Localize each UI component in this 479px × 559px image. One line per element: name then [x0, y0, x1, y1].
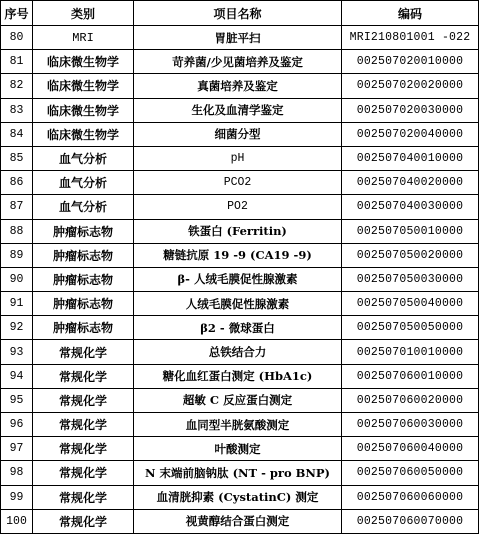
table-row: [1, 364, 479, 388]
row-item-name: 细菌分型: [134, 122, 342, 146]
row-code: 002507060030000: [342, 413, 479, 437]
row-number: 89: [1, 243, 33, 267]
row-category: 常规化学: [33, 485, 134, 509]
row-number: 88: [1, 219, 33, 243]
row-number: 100: [1, 509, 33, 533]
row-code: 002507050010000: [342, 219, 479, 243]
table-row: [1, 437, 479, 461]
row-number: 81: [1, 50, 33, 74]
row-item-name: N 末端前脑钠肽 (NT - pro BNP): [134, 461, 342, 485]
row-number: 94: [1, 364, 33, 388]
row-category: 常规化学: [33, 388, 134, 412]
row-item-name: 超敏 C 反应蛋白测定: [134, 388, 342, 412]
row-code: 002507050020000: [342, 243, 479, 267]
row-number: 80: [1, 26, 33, 50]
row-category: 肿瘤标志物: [33, 243, 134, 267]
table-row: [1, 267, 479, 291]
row-number: 85: [1, 146, 33, 170]
row-number: 83: [1, 98, 33, 122]
row-category: 血气分析: [33, 146, 134, 170]
row-item-name: 生化及血清学鉴定: [134, 98, 342, 122]
row-number: 87: [1, 195, 33, 219]
row-category: 临床微生物学: [33, 98, 134, 122]
table-row: [1, 316, 479, 340]
row-item-name: β2 - 微球蛋白: [134, 316, 342, 340]
row-code: 002507060050000: [342, 461, 479, 485]
header-no: 序号: [1, 1, 33, 26]
row-number: 90: [1, 267, 33, 291]
table-row: [1, 146, 479, 170]
table-row: [1, 195, 479, 219]
row-item-name: 视黄醇结合蛋白测定: [134, 509, 342, 533]
row-item-name: β- 人绒毛膜促性腺激素: [134, 267, 342, 291]
header-item-name: 项目名称: [134, 1, 342, 26]
table-row: [1, 122, 479, 146]
row-category: MRI: [33, 26, 134, 50]
row-code: 002507060070000: [342, 509, 479, 533]
row-number: 92: [1, 316, 33, 340]
row-code: 002507060020000: [342, 388, 479, 412]
row-code: 002507040010000: [342, 146, 479, 170]
row-number: 84: [1, 122, 33, 146]
row-number: 99: [1, 485, 33, 509]
row-number: 98: [1, 461, 33, 485]
row-item-name: 人绒毛膜促性腺激素: [134, 292, 342, 316]
table-row: [1, 219, 479, 243]
row-category: 常规化学: [33, 437, 134, 461]
table-row: [1, 388, 479, 412]
table-row: [1, 509, 479, 533]
row-code: 002507060060000: [342, 485, 479, 509]
row-item-name: 铁蛋白 (Ferritin): [134, 219, 342, 243]
header-row: [1, 1, 479, 26]
row-code: 002507010010000: [342, 340, 479, 364]
table-row: [1, 413, 479, 437]
row-item-name: 糖链抗原 19 -9 (CA19 -9): [134, 243, 342, 267]
row-category: 血气分析: [33, 171, 134, 195]
row-item-name: 血同型半胱氨酸测定: [134, 413, 342, 437]
table-row: [1, 74, 479, 98]
table-row: [1, 50, 479, 74]
row-category: 肿瘤标志物: [33, 267, 134, 291]
row-code: 002507020030000: [342, 98, 479, 122]
row-number: 86: [1, 171, 33, 195]
row-code: 002507050030000: [342, 267, 479, 291]
row-item-name: 胃脏平扫: [134, 26, 342, 50]
table-row: [1, 171, 479, 195]
row-category: 常规化学: [33, 340, 134, 364]
row-category: 常规化学: [33, 364, 134, 388]
row-item-name: pH: [134, 146, 342, 170]
row-category: 血气分析: [33, 195, 134, 219]
row-category: 临床微生物学: [33, 74, 134, 98]
row-item-name: 苛养菌/少见菌培养及鉴定: [134, 50, 342, 74]
table-row: [1, 292, 479, 316]
row-number: 96: [1, 413, 33, 437]
row-category: 临床微生物学: [33, 122, 134, 146]
row-category: 常规化学: [33, 509, 134, 533]
table-row: [1, 340, 479, 364]
header-category: 类别: [33, 1, 134, 26]
row-code: 002507020020000: [342, 74, 479, 98]
row-category: 常规化学: [33, 461, 134, 485]
row-item-name: 叶酸测定: [134, 437, 342, 461]
row-number: 93: [1, 340, 33, 364]
table-row: [1, 461, 479, 485]
table-row: [1, 485, 479, 509]
row-code: 002507060040000: [342, 437, 479, 461]
header-code: 编码: [342, 1, 479, 26]
row-code: 002507060010000: [342, 364, 479, 388]
row-number: 91: [1, 292, 33, 316]
row-code: 002507050040000: [342, 292, 479, 316]
row-code: 002507020010000: [342, 50, 479, 74]
row-code: 002507040020000: [342, 171, 479, 195]
row-category: 临床微生物学: [33, 50, 134, 74]
row-item-name: PO2: [134, 195, 342, 219]
row-item-name: 总铁结合力: [134, 340, 342, 364]
row-number: 82: [1, 74, 33, 98]
row-category: 肿瘤标志物: [33, 219, 134, 243]
row-item-name: 糖化血红蛋白测定 (HbA1c): [134, 364, 342, 388]
row-category: 常规化学: [33, 413, 134, 437]
table-row: [1, 243, 479, 267]
table-row: [1, 98, 479, 122]
row-code: 002507050050000: [342, 316, 479, 340]
row-item-name: 真菌培养及鉴定: [134, 74, 342, 98]
row-code: MRI210801001 -022: [342, 26, 479, 50]
row-category: 肿瘤标志物: [33, 316, 134, 340]
row-number: 97: [1, 437, 33, 461]
row-code: 002507020040000: [342, 122, 479, 146]
row-item-name: PCO2: [134, 171, 342, 195]
table-row: [1, 26, 479, 50]
row-number: 95: [1, 388, 33, 412]
row-code: 002507040030000: [342, 195, 479, 219]
row-category: 肿瘤标志物: [33, 292, 134, 316]
row-item-name: 血清胱抑素 (CystatinC) 测定: [134, 485, 342, 509]
